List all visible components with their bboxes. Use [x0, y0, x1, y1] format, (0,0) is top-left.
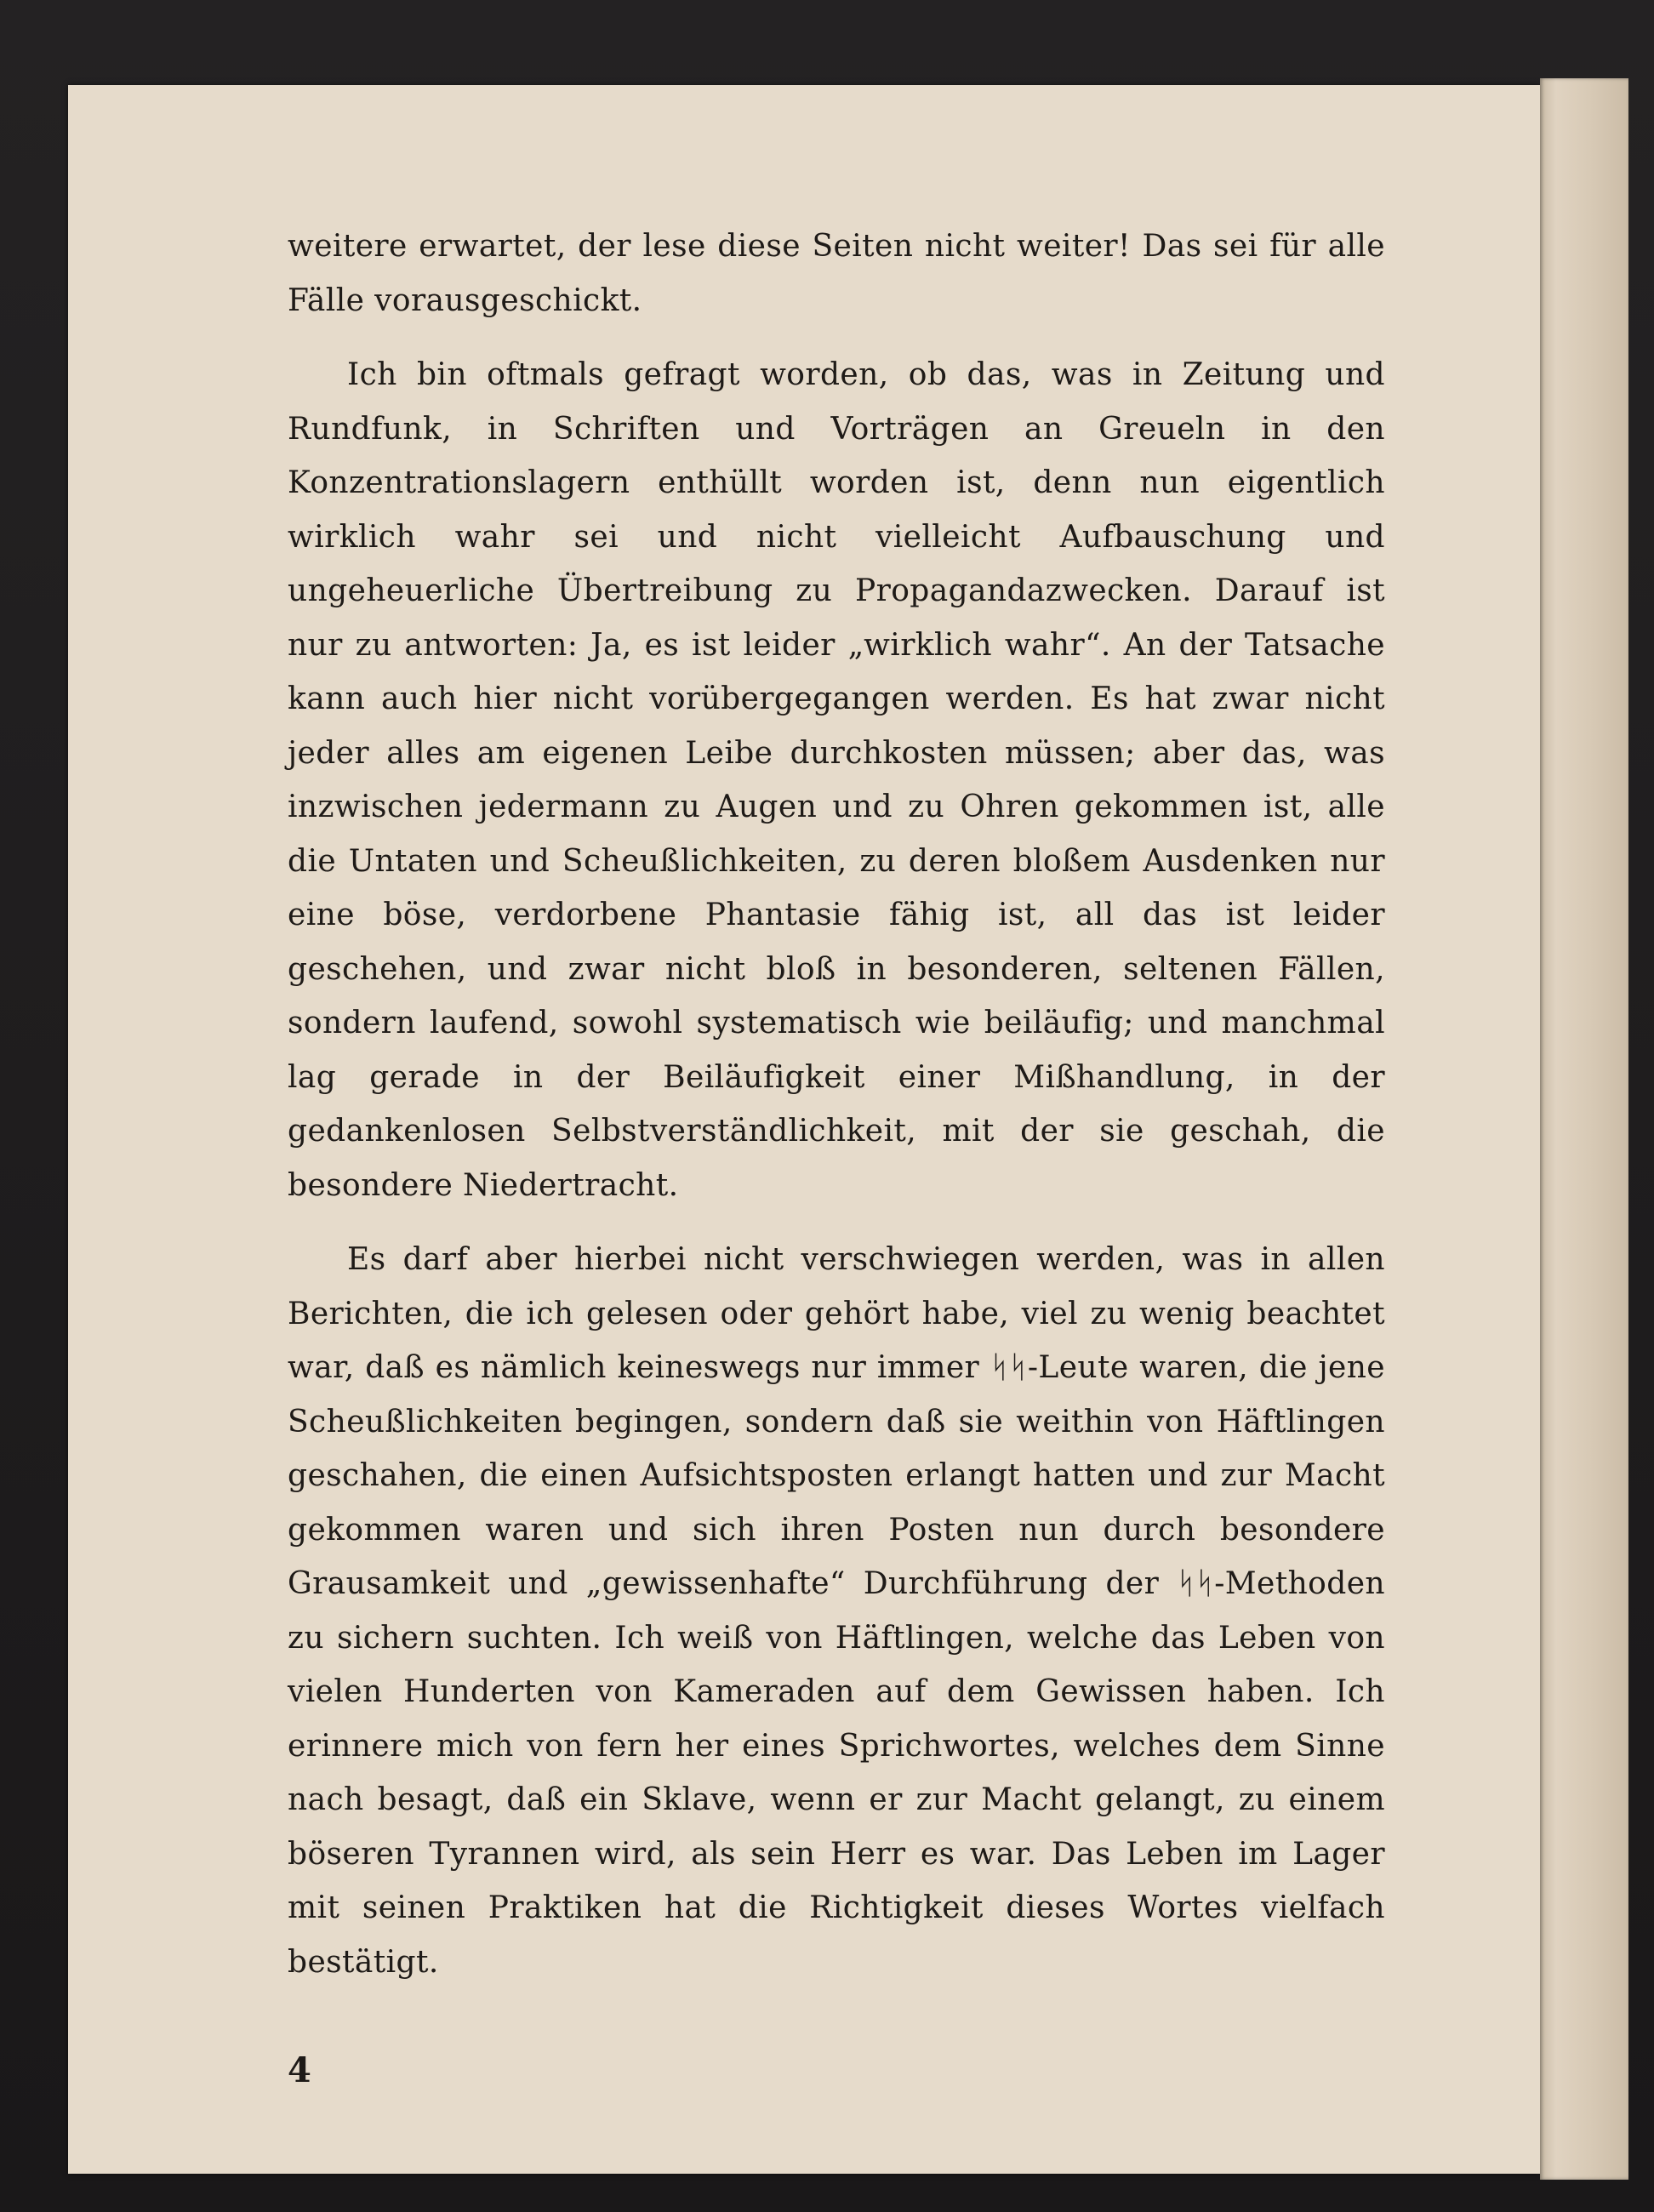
body-text	[288, 219, 1385, 1989]
facing-page-edge	[1540, 78, 1628, 2180]
paragraph-continuation: weitere erwartet, der lese diese Seiten nicht weiter! Das sei für alle Fälle vorausgeschickt.	[288, 229, 1385, 318]
paragraph-3: Es darf aber hierbei nicht verschwiegen werden, was in allen Berichten, die ich gelesen oder gehört habe, viel zu wenig beachtet war, daß es nämlich keineswegs nur immer ᛋᛋ-Leute waren, die jene Scheußlichkeiten begingen, sondern daß sie weithin von Häftlingen geschahen, die einen Aufsichtsposten erlangt hatten und zur Macht gekommen waren und sich ihren Posten nun durch besondere Grausamkeit und „gewissenhafte“ Durchführung der ᛋᛋ-Methoden zu sichern suchten. Ich weiß von Häftlingen, welche das Leben von vielen Hunderten von Kameraden auf dem Gewissen haben. Ich erinnere mich von fern her eines Sprichwortes, welches dem Sinne nach besagt, daß ein Sklave, wenn er zur Macht gelangt, zu einem böseren Tyrannen wird, als sein Herr es war. Das Leben im Lager mit seinen Praktiken hat die Richtigkeit dieses Wortes vielfach bestätigt.	[288, 1242, 1385, 1980]
page-number: 4	[288, 2050, 311, 2090]
paragraph-2: Ich bin oftmals gefragt worden, ob das, was in Zeitung und Rundfunk, in Schriften und Vorträgen an Greueln in den Konzentrationslagern enthüllt worden ist, denn nun eigentlich wirklich wahr sei und nicht vielleicht Aufbauschung und ungeheuerliche Übertreibung zu Propagandazwecken. Darauf ist nur zu antworten: Ja, es ist leider „wirklich wahr“. An der Tatsache kann auch hier nicht vorübergegangen werden. Es hat zwar nicht jeder alles am eigenen Leibe durchkosten müssen; aber das, was inzwischen jedermann zu Augen und zu Ohren gekommen ist, alle die Untaten und Scheußlichkeiten, zu deren bloßem Ausdenken nur eine böse, verdorbene Phantasie fähig ist, all das ist leider geschehen, und zwar nicht bloß in besonderen, seltenen Fällen, sondern laufend, sowohl systematisch wie beiläufig; und manchmal lag gerade in der Beiläufigkeit einer Mißhandlung, in der gedankenlosen Selbstverständlichkeit, mit der sie geschah, die besondere Niedertracht.	[288, 357, 1385, 1203]
